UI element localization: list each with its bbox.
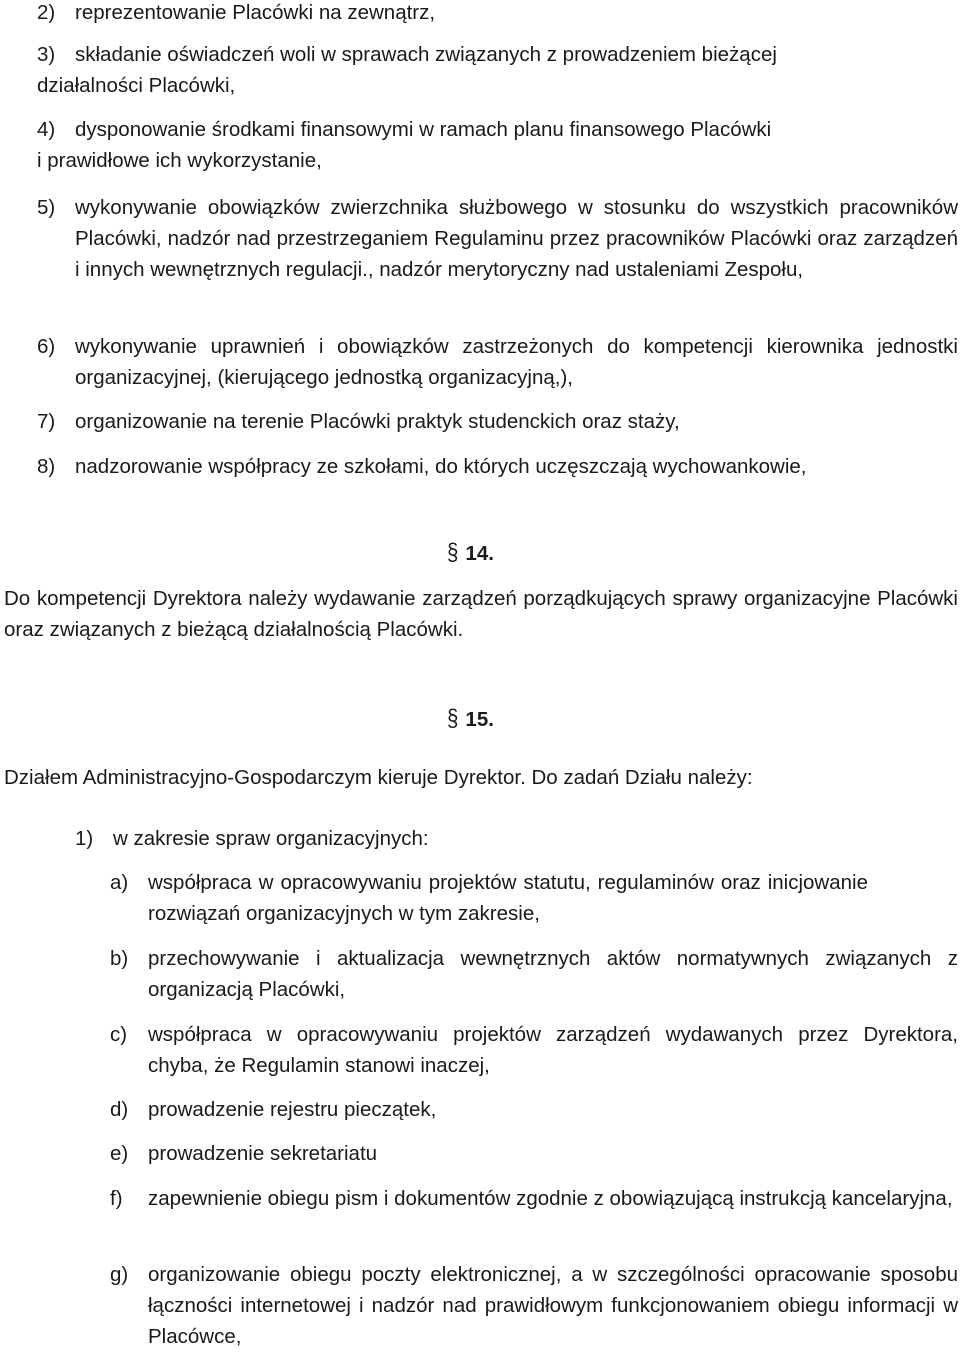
list-text: składanie oświadczeń woli w sprawach związanych z prowadzeniem bieżącej (75, 43, 777, 66)
list-number: 1) (75, 827, 94, 850)
list-text: nadzorowanie współpracy ze szkołami, do których uczęszczają wychowankowie, (75, 455, 807, 478)
list-number: 2) (37, 1, 56, 24)
list-text-continued: i prawidłowe ich wykorzystanie, (37, 149, 322, 172)
section-heading-15 (0, 703, 950, 735)
list-item-5 (37, 192, 958, 285)
sub-item-c (110, 1019, 958, 1081)
section-number: 14. (465, 542, 494, 565)
list-number: 7) (37, 410, 56, 433)
list-text: wykonywanie uprawnień i obowiązków zastrzeżonych do kompetencji kierownika jednostki organizacyjnej, (kierującego jednostką organizacyjną,), (75, 335, 958, 389)
sub-item-a (110, 867, 958, 929)
sub-text: prowadzenie sekretariatu (148, 1142, 378, 1165)
list-item-4 (37, 114, 958, 145)
list-text: w zakresie spraw organizacyjnych: (113, 827, 429, 850)
sub-letter: g) (110, 1263, 129, 1286)
sub-text: przechowywanie i aktualizacja wewnętrznych aktów normatywnych związanych z organizacją Placówki, (148, 947, 958, 1001)
sub-text: współpraca w opracowywaniu projektów statutu, regulaminów oraz inicjowanie rozwiązań organizacyjnych w tym zakresie, (148, 871, 868, 925)
sub-letter: c) (110, 1023, 128, 1046)
section-heading-14 (0, 537, 950, 569)
sub-item-f (110, 1183, 958, 1214)
sub-text: współpraca w opracowywaniu projektów zarządzeń wydawanych przez Dyrektora, chyba, że Regulamin stanowi inaczej, (148, 1023, 958, 1077)
sub-text: prowadzenie rejestru pieczątek, (148, 1098, 437, 1121)
sub-text: zapewnienie obiegu pism i dokumentów zgodnie z obowiązującą instrukcją kancelaryjna, (148, 1187, 953, 1210)
list-text: reprezentowanie Placówki na zewnątrz, (75, 1, 436, 24)
section-number: 15. (465, 708, 494, 731)
list-item-7 (37, 406, 958, 437)
list-item-3 (37, 39, 958, 70)
list-text: wykonywanie obowiązków zwierzchnika służbowego w stosunku do wszystkich pracowników Placówki, nadzór nad przestrzeganiem Regulaminu przez pracowników Placówki oraz zarządzeń i innych wewnętrznych regulacji., nadzór merytoryczny nad ustaleniami Zespołu, (75, 196, 958, 281)
sub-letter: d) (110, 1098, 129, 1121)
paragraph-15: Działem Administracyjno-Gospodarczym kieruje Dyrektor. Do zadań Działu należy: (4, 766, 753, 789)
list-item-6 (37, 331, 958, 393)
paragraph-14: Do kompetencji Dyrektora należy wydawanie zarządzeń porządkujących sprawy organizacyjne Placówki oraz związanych z bieżącą działalnością Placówki. (4, 587, 958, 641)
sub-item-d (110, 1094, 958, 1125)
list-number: 4) (37, 118, 56, 141)
sub-text: organizowanie obiegu poczty elektronicznej, a w szczególności opracowanie sposobu łączności internetowej i nadzór nad prawidłowym funkcjonowaniem obiegu informacji w Placówce, (148, 1263, 958, 1348)
sub-item-g (110, 1259, 958, 1352)
list-number: 8) (37, 455, 56, 478)
sub-letter: a) (110, 871, 129, 894)
sub-letter: f) (110, 1187, 123, 1210)
list-item-1 (75, 823, 925, 854)
list-number: 6) (37, 335, 56, 358)
list-text: organizowanie na terenie Placówki praktyk studenckich oraz staży, (75, 410, 680, 433)
list-text-continued: działalności Placówki, (37, 74, 236, 97)
sub-item-e (110, 1138, 958, 1169)
section-symbol: § (447, 539, 459, 566)
list-text: dysponowanie środkami finansowymi w ramach planu finansowego Placówki (75, 118, 772, 141)
list-item-2 (37, 0, 958, 28)
sub-item-b (110, 943, 958, 1005)
list-number: 5) (37, 196, 56, 219)
sub-letter: b) (110, 947, 129, 970)
list-number: 3) (37, 43, 56, 66)
sub-letter: e) (110, 1142, 129, 1165)
section-symbol: § (447, 705, 459, 732)
list-item-8 (37, 451, 958, 482)
